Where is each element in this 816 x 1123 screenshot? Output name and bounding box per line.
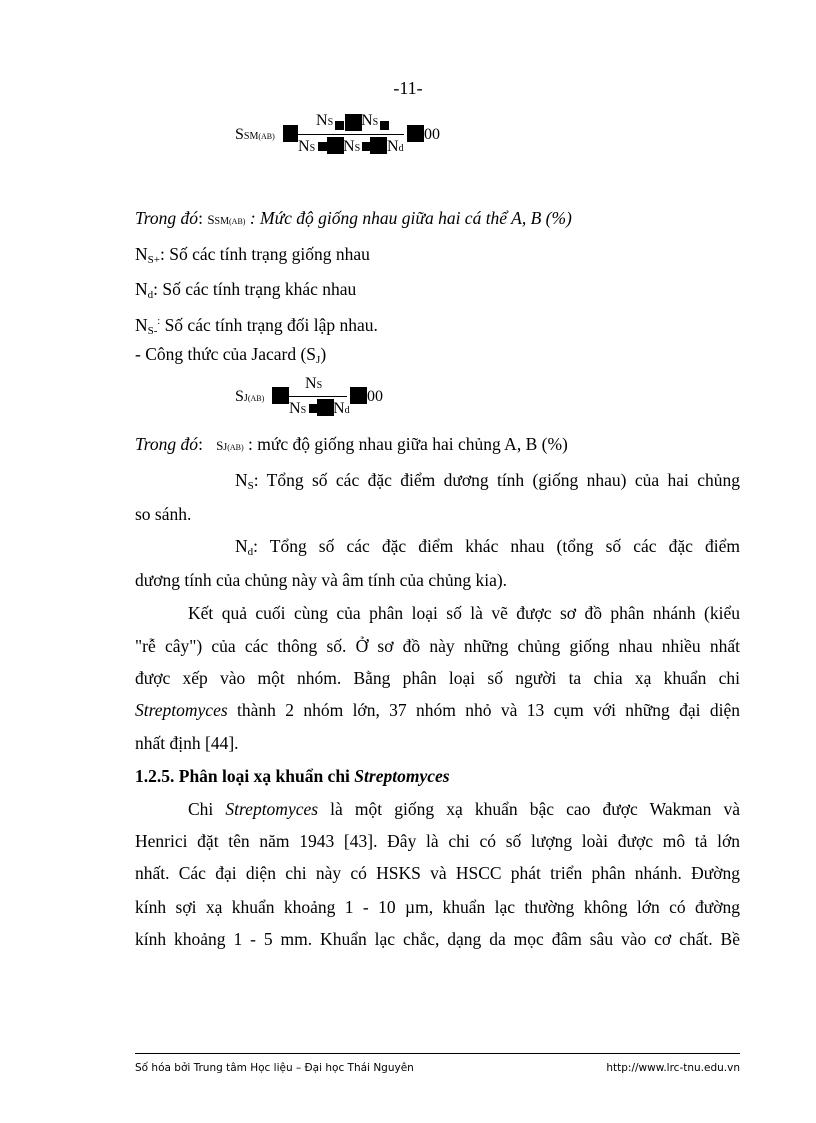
ns-description-line2: so sánh. (135, 504, 192, 524)
formula-symbol-block (335, 121, 344, 130)
formula-j-den-b: Nd (333, 400, 350, 417)
fraction-bar (289, 396, 347, 397)
formula-symbol-block (350, 387, 367, 404)
legend-sm: Trong đó: SSM(AB) : Mức độ giống nhau giữa hai cá thể A, B (%) (135, 208, 572, 228)
formula-sm-tail: 00 (424, 126, 440, 143)
ns-description-line1: $N_S$: Tổng số các đặc điểm dương tính (giống nhau) của hai chủng (235, 470, 740, 492)
page-number: -11- (393, 78, 423, 98)
formula-symbol-block (380, 121, 389, 130)
formula-sm-den-b: NS (343, 138, 361, 155)
definition-nd: $N_d$: Số các tính trạng khác nhau (135, 279, 357, 301)
paragraph-1-line3: được xếp vào một nhóm. Bằng phân loại số người ta chia xạ khuẩn chi (135, 668, 740, 688)
paragraph-2-line4: kính sợi xạ khuẩn khoảng 1 - 10 µm, khuẩn lạc thường không lớn có đường (135, 897, 740, 917)
formula-j-den-a: NS (289, 400, 307, 417)
definition-ns-plus: $N_{S+}$: Số các tính trạng giống nhau (135, 244, 370, 266)
formula-sm-lhs: SSM(AB) (235, 126, 275, 143)
nd-description-line1: $N_d$: Tổng số các đặc điểm khác nhau (tổng số các đặc điểm (235, 536, 740, 558)
formula-symbol-block (317, 399, 334, 416)
section-heading: 1.2.5. Phân loại xạ khuẩn chi Streptomyces (135, 766, 450, 786)
formula-j-num: NS (305, 375, 323, 392)
formula-symbol-block (318, 142, 327, 151)
formula-symbol-block (283, 125, 298, 142)
paragraph-2-line3: nhất. Các đại diện chi này có HSKS và HSCC phát triển phân nhánh. Đường (135, 863, 740, 883)
formula-sm-den-a: NS (298, 138, 316, 155)
paragraph-2-line2: Henrici đặt tên năm 1943 [43]. Đây là chi có số lượng loài được mô tả lớn (135, 831, 740, 851)
footer-source: Số hóa bởi Trung tâm Học liệu – Đại học Thái Nguyên (135, 1062, 414, 1074)
formula-symbol-block (407, 125, 424, 142)
formula-j-lhs: SJ(AB) (235, 388, 265, 405)
paragraph-1-line4: Streptomyces thành 2 nhóm lớn, 37 nhóm nhỏ và 13 cụm với những đại diện (135, 700, 740, 720)
footer-url-link[interactable]: http://www.lrc-tnu.edu.vn (606, 1062, 740, 1074)
formula-symbol-block (272, 387, 289, 404)
paragraph-1-line1: Kết quả cuối cùng của phân loại số là vẽ được sơ đồ phân nhánh (kiểu (188, 603, 740, 623)
formula-sm-num-a: NS (316, 112, 334, 129)
formula-j-tail: 00 (367, 388, 383, 405)
formula-symbol-block (345, 114, 362, 131)
formula-sm-num-b: NS (361, 112, 379, 129)
fraction-bar (298, 134, 404, 135)
legend-j: Trong đó: SJ(AB) : mức độ giống nhau giữa hai chủng A, B (%) (135, 434, 568, 454)
definition-ns-minus: $N_{S-}^:$ Số các tính trạng đối lập nhau. (135, 314, 378, 337)
paragraph-1-line2: "rễ cây") của các thông số. Ở sơ đồ này những chủng giống nhau nhiều nhất (135, 636, 740, 656)
formula-sm-den-c: Nd (387, 138, 404, 155)
formula-symbol-block (370, 137, 387, 154)
jacard-heading: - Công thức của Jacard $(S_J)$ (135, 344, 327, 366)
paragraph-1-line5: nhất định [44]. (135, 733, 239, 753)
formula-symbol-block (327, 137, 344, 154)
paragraph-2-line5: kính khoảng 1 - 5 mm. Khuẩn lạc chắc, dạng da mọc đâm sâu vào cơ chất. Bề (135, 929, 740, 949)
nd-description-line2: dương tính của chủng này và âm tính của chủng kia). (135, 570, 508, 590)
footer-divider (135, 1053, 740, 1054)
paragraph-2-line1: Chi Streptomyces là một giống xạ khuẩn bậc cao được Wakman và (188, 799, 740, 819)
